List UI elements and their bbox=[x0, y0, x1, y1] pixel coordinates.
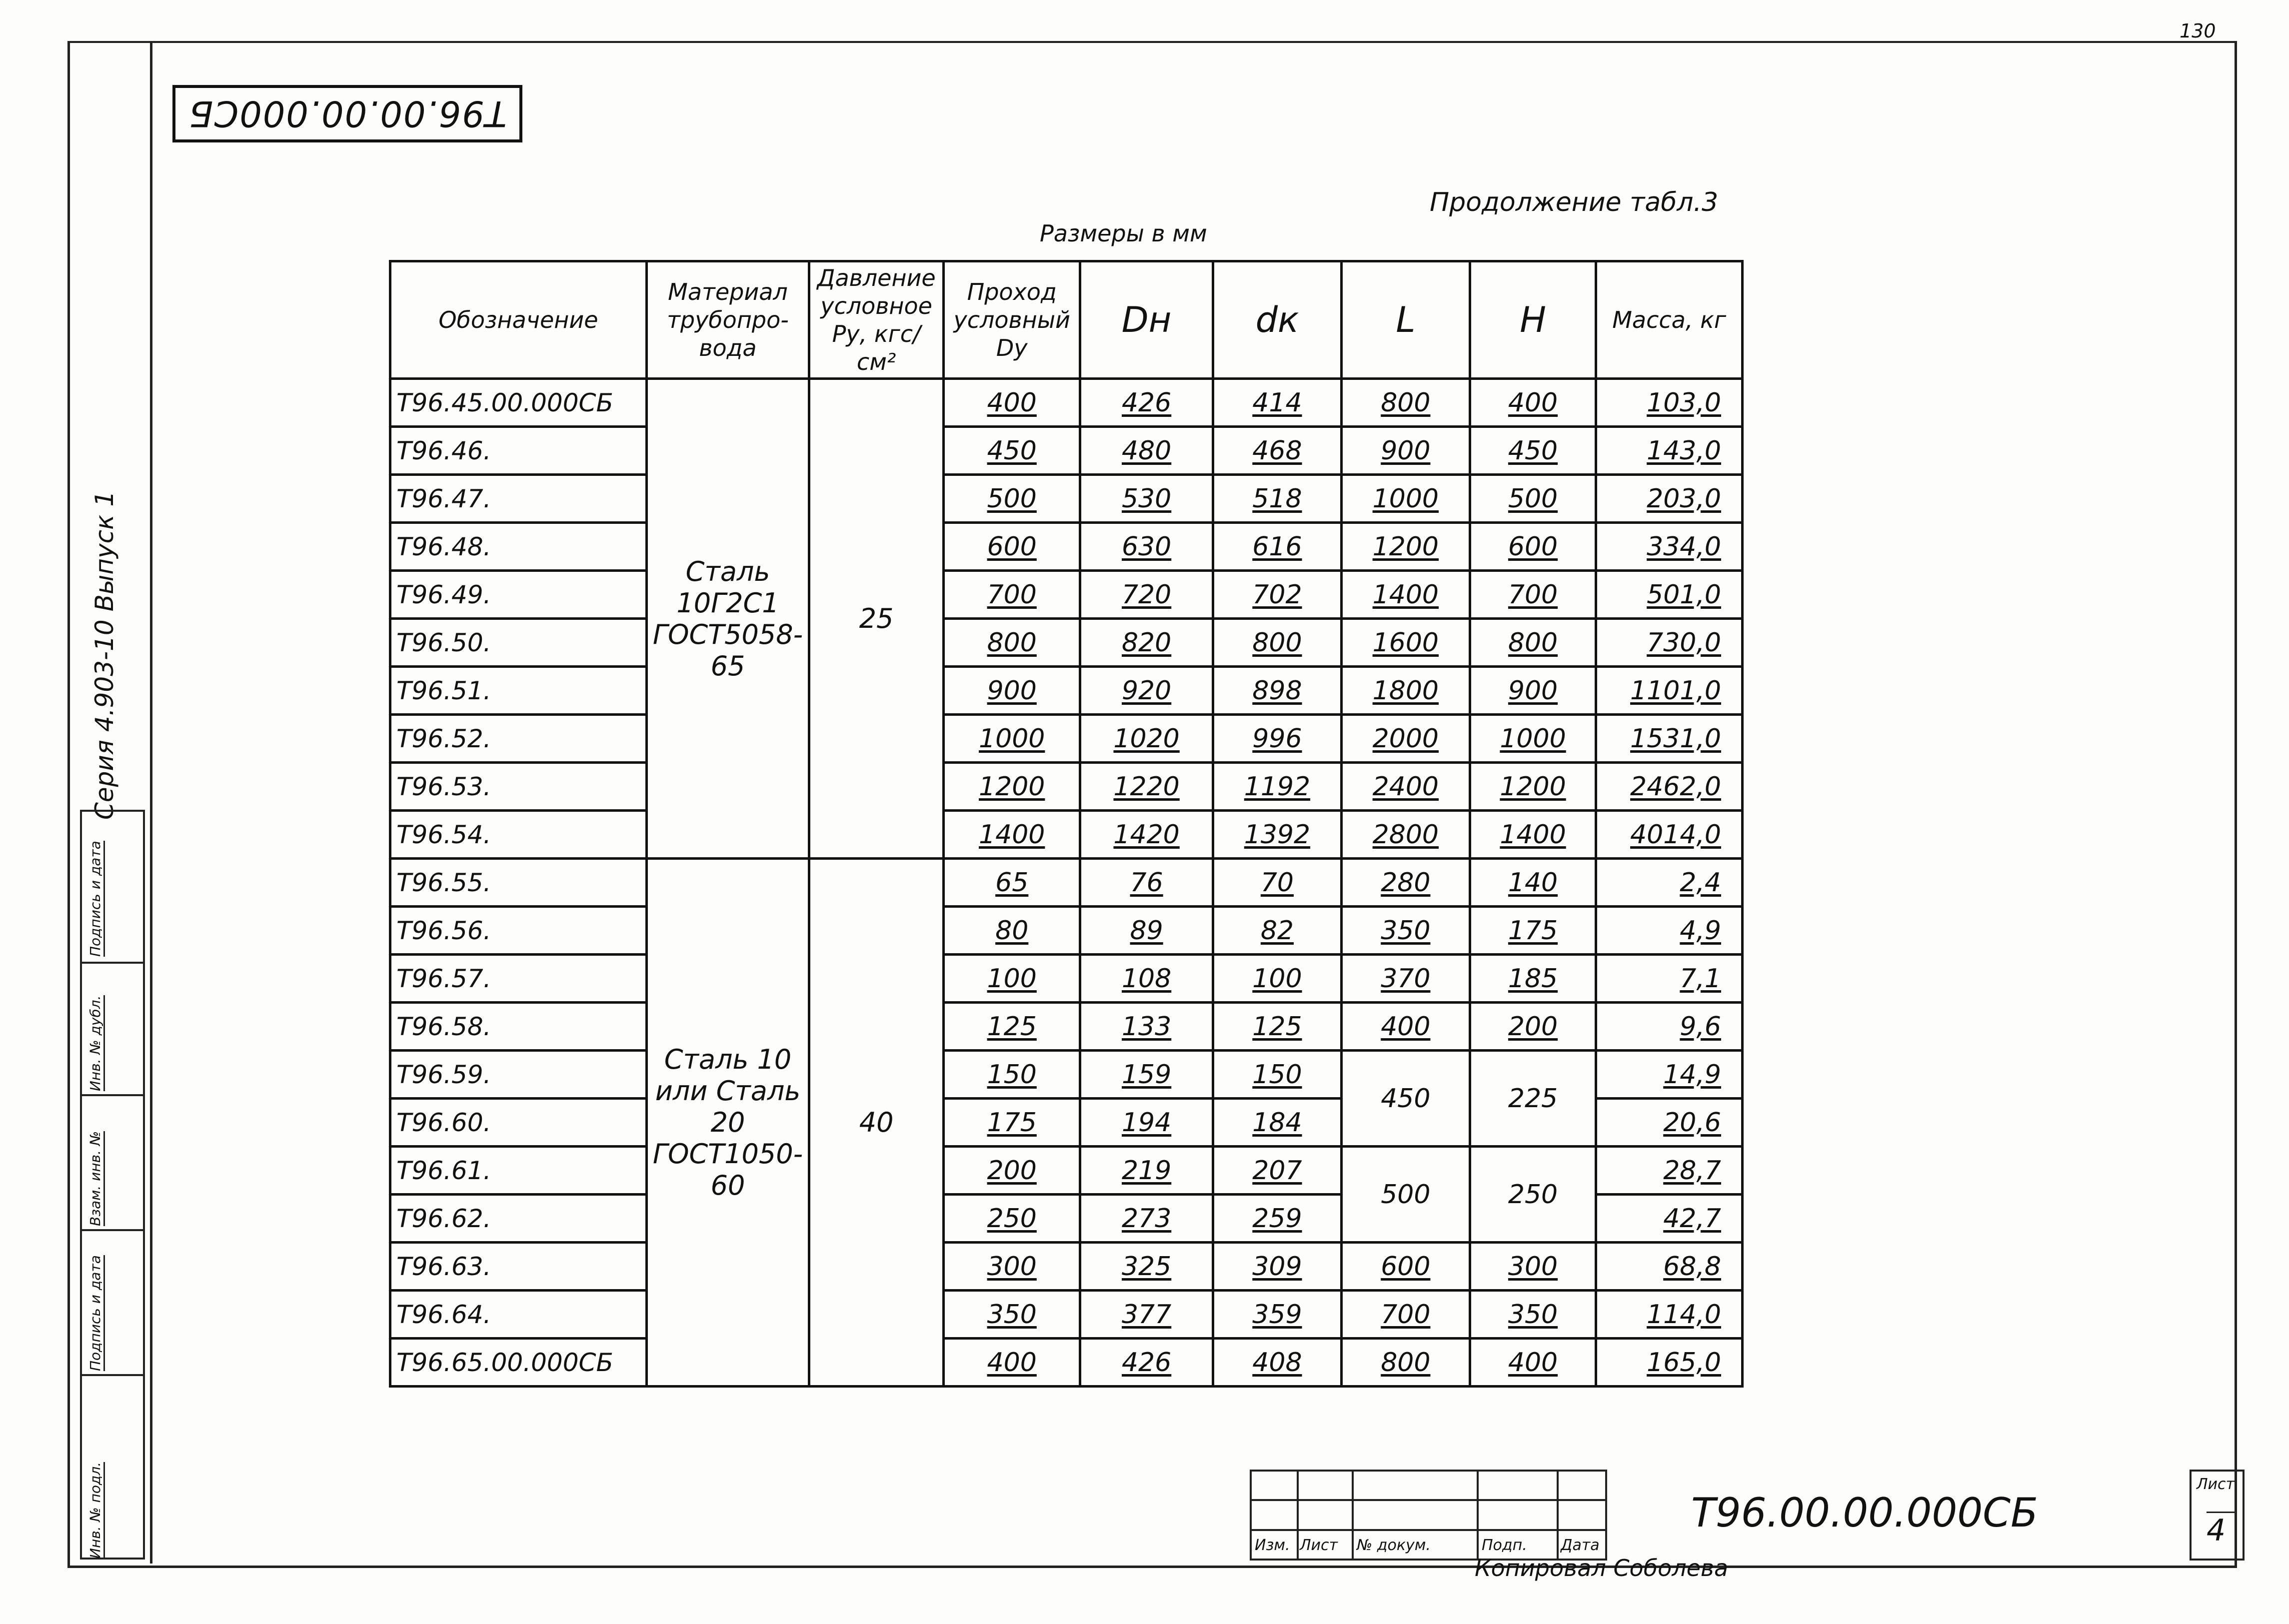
cell-dn: 426 bbox=[1080, 379, 1213, 427]
tb-label-date: Дата bbox=[1561, 1537, 1600, 1554]
cell-code: Т96.49. bbox=[390, 571, 647, 619]
cell-h: 1000 bbox=[1470, 715, 1596, 763]
table-row bbox=[390, 571, 1743, 619]
cell-h: 185 bbox=[1470, 955, 1596, 1003]
cell-dn: 325 bbox=[1080, 1243, 1213, 1291]
cell-l: 900 bbox=[1341, 427, 1470, 475]
cell-code: Т96.57. bbox=[390, 955, 647, 1003]
cell-dy: 900 bbox=[944, 667, 1080, 715]
col-designation: Обозначение bbox=[390, 261, 647, 379]
cell-dk: 616 bbox=[1213, 523, 1341, 571]
cell-dk: 70 bbox=[1213, 859, 1341, 907]
cell-dy: 350 bbox=[944, 1291, 1080, 1339]
cell-dy: 200 bbox=[944, 1147, 1080, 1195]
cell-dy: 400 bbox=[944, 379, 1080, 427]
cell-dk: 996 bbox=[1213, 715, 1341, 763]
col-pressure: Давление условное Ру, кгс/см² bbox=[809, 261, 944, 379]
cell-mass: 28,7 bbox=[1596, 1147, 1743, 1195]
col-dk: dк bbox=[1213, 261, 1341, 379]
cell-l: 400 bbox=[1341, 1003, 1470, 1051]
cell-code: Т96.47. bbox=[390, 475, 647, 523]
table-row bbox=[390, 1003, 1743, 1051]
cell-code: Т96.52. bbox=[390, 715, 647, 763]
table-row bbox=[390, 1243, 1743, 1291]
cell-mass: 20,6 bbox=[1596, 1099, 1743, 1147]
tb-label-doc: № докум. bbox=[1357, 1537, 1431, 1554]
cell-l: 1800 bbox=[1341, 667, 1470, 715]
cell-dy: 65 bbox=[944, 859, 1080, 907]
cell-dy: 400 bbox=[944, 1339, 1080, 1387]
cell-dy: 300 bbox=[944, 1243, 1080, 1291]
cell-dn: 630 bbox=[1080, 523, 1213, 571]
cell-dk: 1192 bbox=[1213, 763, 1341, 811]
cell-l-merged: 500 bbox=[1341, 1147, 1470, 1243]
cell-h: 175 bbox=[1470, 907, 1596, 955]
cell-dy: 1400 bbox=[944, 811, 1080, 859]
cell-dn: 1220 bbox=[1080, 763, 1213, 811]
cell-mass: 7,1 bbox=[1596, 955, 1743, 1003]
cell-h: 400 bbox=[1470, 1339, 1596, 1387]
copied-by: Копировал Соболева bbox=[1475, 1555, 1729, 1582]
table-row bbox=[390, 1339, 1743, 1387]
cell-l-merged: 450 bbox=[1341, 1051, 1470, 1147]
table-row bbox=[390, 619, 1743, 667]
cell-dy: 500 bbox=[944, 475, 1080, 523]
col-dn: Dн bbox=[1080, 261, 1213, 379]
units-note: Размеры в мм bbox=[1040, 220, 1207, 247]
sheet-value: 4 bbox=[2207, 1512, 2237, 1548]
cell-material-group2: Сталь 10 или Сталь 20 ГОСТ1050-60 bbox=[646, 859, 809, 1387]
cell-dy: 700 bbox=[944, 571, 1080, 619]
sheet-number: 130 bbox=[2180, 20, 2216, 42]
cell-dn: 219 bbox=[1080, 1147, 1213, 1195]
cell-code: Т96.65.00.000СБ bbox=[390, 1339, 647, 1387]
cell-h: 1400 bbox=[1470, 811, 1596, 859]
cell-mass: 501,0 bbox=[1596, 571, 1743, 619]
cell-dk: 150 bbox=[1213, 1051, 1341, 1099]
cell-l: 600 bbox=[1341, 1243, 1470, 1291]
cell-h: 400 bbox=[1470, 379, 1596, 427]
table-row bbox=[390, 1147, 1743, 1195]
table-row bbox=[390, 379, 1743, 427]
cell-code: Т96.64. bbox=[390, 1291, 647, 1339]
cell-mass: 9,6 bbox=[1596, 1003, 1743, 1051]
cell-code: Т96.50. bbox=[390, 619, 647, 667]
rotated-code-stamp bbox=[172, 85, 522, 142]
col-h: H bbox=[1470, 261, 1596, 379]
cell-l: 800 bbox=[1341, 379, 1470, 427]
cell-dy: 125 bbox=[944, 1003, 1080, 1051]
cell-code: Т96.60. bbox=[390, 1099, 647, 1147]
tb-label-sheet: Лист bbox=[1300, 1537, 1338, 1554]
table-row bbox=[390, 427, 1743, 475]
cell-dn: 1420 bbox=[1080, 811, 1213, 859]
cell-dk: 898 bbox=[1213, 667, 1341, 715]
series-note: Серия 4.903-10 Выпуск 1 bbox=[90, 490, 119, 820]
cell-h: 700 bbox=[1470, 571, 1596, 619]
cell-mass: 143,0 bbox=[1596, 427, 1743, 475]
cell-dn: 159 bbox=[1080, 1051, 1213, 1099]
cell-dn: 194 bbox=[1080, 1099, 1213, 1147]
cell-dn: 89 bbox=[1080, 907, 1213, 955]
cell-dk: 359 bbox=[1213, 1291, 1341, 1339]
table-row bbox=[390, 907, 1743, 955]
side-cell-5 bbox=[82, 1374, 143, 1562]
cell-l: 800 bbox=[1341, 1339, 1470, 1387]
cell-code: Т96.48. bbox=[390, 523, 647, 571]
cell-dk: 184 bbox=[1213, 1099, 1341, 1147]
cell-h: 350 bbox=[1470, 1291, 1596, 1339]
cell-dy: 1000 bbox=[944, 715, 1080, 763]
cell-l: 280 bbox=[1341, 859, 1470, 907]
cell-dn: 377 bbox=[1080, 1291, 1213, 1339]
cell-l: 350 bbox=[1341, 907, 1470, 955]
cell-mass: 165,0 bbox=[1596, 1339, 1743, 1387]
cell-h-merged: 250 bbox=[1470, 1147, 1596, 1243]
side-stamp bbox=[80, 810, 145, 1560]
side-cell-2 bbox=[82, 962, 143, 1094]
continuation-title: Продолжение табл.3 bbox=[1430, 187, 1719, 217]
cell-dn: 920 bbox=[1080, 667, 1213, 715]
cell-mass: 4,9 bbox=[1596, 907, 1743, 955]
cell-dk: 259 bbox=[1213, 1195, 1341, 1243]
col-mass: Масса, кг bbox=[1596, 261, 1743, 379]
cell-code: Т96.58. bbox=[390, 1003, 647, 1051]
cell-code: Т96.46. bbox=[390, 427, 647, 475]
cell-pressure-group1: 25 bbox=[809, 379, 944, 859]
table-row bbox=[390, 811, 1743, 859]
cell-h: 200 bbox=[1470, 1003, 1596, 1051]
cell-dn: 720 bbox=[1080, 571, 1213, 619]
table-row bbox=[390, 1051, 1743, 1099]
cell-l: 1400 bbox=[1341, 571, 1470, 619]
cell-dy: 150 bbox=[944, 1051, 1080, 1099]
side-label-4: Подпись и дата bbox=[87, 1255, 105, 1371]
cell-dy: 600 bbox=[944, 523, 1080, 571]
cell-h: 1200 bbox=[1470, 763, 1596, 811]
cell-mass: 2462,0 bbox=[1596, 763, 1743, 811]
cell-dk: 309 bbox=[1213, 1243, 1341, 1291]
header-row bbox=[390, 261, 1743, 379]
title-block-code: Т96.00.00.000СБ bbox=[1691, 1490, 2038, 1536]
cell-pressure-group2: 40 bbox=[809, 859, 944, 1387]
table-row bbox=[390, 475, 1743, 523]
sheet-label: Лист bbox=[2197, 1476, 2235, 1493]
cell-code: Т96.51. bbox=[390, 667, 647, 715]
col-material: Материал трубопро-вода bbox=[646, 261, 809, 379]
cell-mass: 2,4 bbox=[1596, 859, 1743, 907]
side-label-1: Подпись и дата bbox=[87, 841, 105, 957]
cell-mass: 203,0 bbox=[1596, 475, 1743, 523]
cell-mass: 334,0 bbox=[1596, 523, 1743, 571]
side-cell-3 bbox=[82, 1094, 143, 1229]
cell-code: Т96.61. bbox=[390, 1147, 647, 1195]
side-cell-4 bbox=[82, 1229, 143, 1374]
cell-mass: 1101,0 bbox=[1596, 667, 1743, 715]
cell-code: Т96.53. bbox=[390, 763, 647, 811]
cell-h: 140 bbox=[1470, 859, 1596, 907]
cell-h: 450 bbox=[1470, 427, 1596, 475]
rotated-code-text: Т96.00.00.000СБ bbox=[188, 93, 507, 134]
cell-mass: 4014,0 bbox=[1596, 811, 1743, 859]
side-label-2: Инв. № дубл. bbox=[87, 995, 105, 1091]
cell-code: Т96.55. bbox=[390, 859, 647, 907]
cell-l: 370 bbox=[1341, 955, 1470, 1003]
cell-dn: 133 bbox=[1080, 1003, 1213, 1051]
side-label-5: Инв. № подл. bbox=[87, 1462, 105, 1559]
revision-grid bbox=[1250, 1470, 1607, 1561]
cell-dy: 450 bbox=[944, 427, 1080, 475]
cell-l: 700 bbox=[1341, 1291, 1470, 1339]
cell-dk: 800 bbox=[1213, 619, 1341, 667]
cell-dn: 108 bbox=[1080, 955, 1213, 1003]
table-row bbox=[390, 955, 1743, 1003]
cell-code: Т96.62. bbox=[390, 1195, 647, 1243]
cell-dy: 1200 bbox=[944, 763, 1080, 811]
cell-l: 1600 bbox=[1341, 619, 1470, 667]
cell-dn: 76 bbox=[1080, 859, 1213, 907]
cell-dy: 175 bbox=[944, 1099, 1080, 1147]
table-row bbox=[390, 1291, 1743, 1339]
cell-dy: 100 bbox=[944, 955, 1080, 1003]
cell-dk: 100 bbox=[1213, 955, 1341, 1003]
cell-dn: 820 bbox=[1080, 619, 1213, 667]
cell-l: 1200 bbox=[1341, 523, 1470, 571]
cell-code: Т96.63. bbox=[390, 1243, 647, 1291]
side-label-3: Взам. инв. № bbox=[87, 1131, 105, 1226]
series-note-wrap bbox=[90, 440, 150, 820]
dimensions-table bbox=[389, 260, 1744, 1388]
cell-dk: 82 bbox=[1213, 907, 1341, 955]
cell-l: 2800 bbox=[1341, 811, 1470, 859]
cell-mass: 14,9 bbox=[1596, 1051, 1743, 1099]
cell-dn: 480 bbox=[1080, 427, 1213, 475]
cell-dk: 518 bbox=[1213, 475, 1341, 523]
cell-dk: 125 bbox=[1213, 1003, 1341, 1051]
cell-material-group1: Сталь 10Г2С1 ГОСТ5058-65 bbox=[646, 379, 809, 859]
table-row bbox=[390, 715, 1743, 763]
cell-h: 600 bbox=[1470, 523, 1596, 571]
cell-code: Т96.45.00.000СБ bbox=[390, 379, 647, 427]
title-block bbox=[1250, 1470, 2245, 1561]
side-cell-1 bbox=[82, 812, 143, 962]
cell-dk: 414 bbox=[1213, 379, 1341, 427]
cell-h: 900 bbox=[1470, 667, 1596, 715]
cell-dn: 426 bbox=[1080, 1339, 1213, 1387]
cell-dy: 250 bbox=[944, 1195, 1080, 1243]
cell-dy: 800 bbox=[944, 619, 1080, 667]
cell-dn: 530 bbox=[1080, 475, 1213, 523]
tb-label-sign: Подп. bbox=[1482, 1537, 1527, 1554]
cell-dy: 80 bbox=[944, 907, 1080, 955]
tb-label-change: Изм. bbox=[1255, 1537, 1290, 1554]
cell-code: Т96.56. bbox=[390, 907, 647, 955]
cell-mass: 1531,0 bbox=[1596, 715, 1743, 763]
table-row bbox=[390, 667, 1743, 715]
cell-h: 500 bbox=[1470, 475, 1596, 523]
cell-l: 2000 bbox=[1341, 715, 1470, 763]
sheet-box bbox=[2190, 1470, 2245, 1561]
cell-mass: 42,7 bbox=[1596, 1195, 1743, 1243]
cell-dk: 468 bbox=[1213, 427, 1341, 475]
cell-mass: 114,0 bbox=[1596, 1291, 1743, 1339]
cell-code: Т96.59. bbox=[390, 1051, 647, 1099]
col-l: L bbox=[1341, 261, 1470, 379]
cell-mass: 730,0 bbox=[1596, 619, 1743, 667]
table-row bbox=[390, 763, 1743, 811]
col-passage: Проход условный Dу bbox=[944, 261, 1080, 379]
cell-l: 1000 bbox=[1341, 475, 1470, 523]
cell-h: 800 bbox=[1470, 619, 1596, 667]
table-row bbox=[390, 523, 1743, 571]
cell-dn: 273 bbox=[1080, 1195, 1213, 1243]
cell-l: 2400 bbox=[1341, 763, 1470, 811]
table-row bbox=[390, 859, 1743, 907]
cell-code: Т96.54. bbox=[390, 811, 647, 859]
cell-dn: 1020 bbox=[1080, 715, 1213, 763]
cell-dk: 408 bbox=[1213, 1339, 1341, 1387]
cell-h: 300 bbox=[1470, 1243, 1596, 1291]
cell-mass: 103,0 bbox=[1596, 379, 1743, 427]
cell-h-merged: 225 bbox=[1470, 1051, 1596, 1147]
cell-mass: 68,8 bbox=[1596, 1243, 1743, 1291]
cell-dk: 207 bbox=[1213, 1147, 1341, 1195]
cell-dk: 702 bbox=[1213, 571, 1341, 619]
cell-dk: 1392 bbox=[1213, 811, 1341, 859]
